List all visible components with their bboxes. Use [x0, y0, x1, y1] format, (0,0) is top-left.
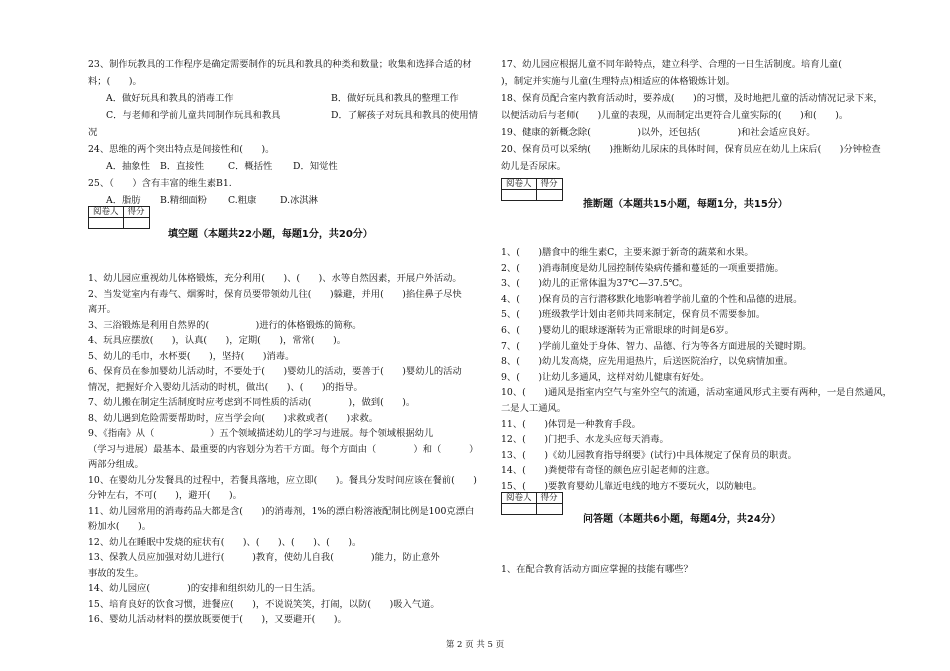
text-line: 9、《指南》从（ ）五个领域描述幼儿的学习与进展。每个领域根据幼儿: [88, 428, 434, 439]
text-line: 6、( )婴幼儿的眼球逐渐转为正常眼球的时间是6岁。: [501, 325, 734, 336]
text-line: 12、( )门把手、水龙头应每天消毒。: [501, 434, 669, 446]
score-box-label-score: 得分: [536, 493, 562, 504]
option-23c: C．与老师和学前儿童共同制作玩具和教具: [106, 110, 281, 121]
option-25a: A．脂肪: [106, 195, 141, 206]
score-box-label-reviewer: 阅卷人: [502, 179, 537, 190]
score-box-label-score: 得分: [536, 179, 562, 190]
text-line: 9、( )让幼儿多通风，这样对幼儿健康有好处。: [501, 371, 710, 383]
question-23: 23、制作玩教具的工作程序是确定需要制作的玩具和教具的种类和数量；收集和选择合适的材: [88, 59, 472, 70]
question-25: 25、（ ）含有丰富的维生素B1.: [88, 178, 232, 189]
text-line: 17、幼儿园应根据儿童不同年龄特点，建立科学、合理的一日生活制度。培育儿童(: [501, 59, 861, 70]
score-box-cell: [502, 504, 537, 515]
score-box-cell: [123, 218, 149, 229]
section-heading-judge: 推断题（本题共15小题，每题1分，共15分）: [583, 199, 788, 210]
score-box-qa: [501, 492, 563, 515]
score-box-cell: [89, 218, 124, 229]
page-footer: 第 2 页 共 5 页: [445, 640, 505, 650]
option-23a: A．做好玩具和教具的消毒工作: [106, 93, 234, 104]
text-line: 1、( )膳食中的维生素C，主要来源于新奇的蔬菜和水果。: [501, 247, 754, 258]
section-heading-fill: 填空题（本题共22小题，每题1分，共20分）: [168, 229, 373, 240]
text-line: （学习与进展）最基本、最重要的内容划分为若干方面。每个方面由（ ）和（ ）: [88, 443, 479, 455]
question-23-cont: 料；( )。: [88, 76, 142, 87]
text-line: 15、( )要教育婴幼儿靠近电线的地方不要玩火，以防触电。: [501, 481, 762, 492]
text-line: 14、幼儿园应( )的安排和组织幼儿的一日生活。: [88, 583, 321, 594]
option-23d: D．了解孩子对玩具和教具的使用情: [331, 110, 478, 121]
text-line: 20、保育员可以采纳( )推断幼儿尿床的具体时间，保育员应在幼儿上床后( )分钟检查: [501, 144, 881, 155]
text-line: 二是人工通风。: [501, 403, 567, 414]
score-box-label-score: 得分: [123, 207, 149, 218]
text-line: 13、保教人员应加强对幼儿进行( )教育，使幼儿自我( )能力，防止意外: [88, 552, 440, 563]
text-line: 15、培育良好的饮食习惯，进餐应( )，不说说笑笑，打闹，以防( )吸入气道。: [88, 598, 440, 610]
text-line: 以便活动后与老师( )儿童的表现，从而制定出更符合儿童实际的( )和( )。: [501, 110, 849, 121]
score-box-judge: [501, 178, 563, 201]
score-box-label-reviewer: 阅卷人: [502, 493, 537, 504]
text-line: 19、健康的新概念除( )以外，还包括( )和社会适应良好。: [501, 127, 816, 138]
text-line: 5、( )班级教学计划由老师共同来制定，保育员不需要参加。: [501, 309, 766, 321]
option-24a: A．抽象性: [106, 161, 150, 172]
score-box-label-reviewer: 阅卷人: [89, 207, 124, 218]
text-line: )，制定并实施与儿童(生理特点)相适应的体格锻炼计划。: [501, 76, 736, 87]
text-line: 3、( )幼儿的正常体温为37℃—37.5℃。: [501, 278, 689, 290]
score-box-cell: [502, 190, 537, 201]
option-23d-cont: 况: [88, 127, 98, 138]
text-line: 10、( )通风是指室内空气与室外空气的流通，活动室通风形式主要有两种，一是自然通风，: [501, 387, 892, 399]
option-23b: B．做好玩具和教具的整理工作: [331, 93, 459, 104]
text-line: 12、幼儿在睡眠中发烧的症状有( )、( )、( )、( )。: [88, 536, 362, 548]
text-line: 16、婴幼儿活动材料的摆放既要便于( )，又要避开( )。: [88, 614, 347, 625]
text-line: 幼儿是否尿床。: [501, 161, 567, 172]
text-line: 分钟左右，不可( )，避开( )。: [88, 490, 242, 501]
text-line: 7、幼儿搬在制定生活制度时应考虑到不同性质的活动( )，做到( )。: [88, 397, 416, 408]
text-line: 4、玩具应摆放( )，认真( )，定期( )，常常( )。: [88, 335, 347, 346]
option-24c: C．概括性: [228, 161, 273, 172]
score-box-cell: [536, 504, 562, 515]
text-line: 2、当发觉室内有毒气、烟雾时，保育员要带领幼儿往( )躲避，并用( )掐住鼻子尽快: [88, 288, 462, 300]
text-line: 3、三浴锻炼是利用自然界的( )进行的体格锻炼的简称。: [88, 319, 362, 331]
option-24b: B．直接性: [160, 161, 205, 172]
text-line: 8、幼儿遇到危险需要帮助时，应当学会向( )求救或者( )求救。: [88, 412, 379, 424]
text-line: 两部分组成。: [88, 459, 144, 470]
text-line: 8、( )幼儿发高烧，应先用退热片，后送医院治疗，以免病情加重。: [501, 356, 794, 368]
score-box-cell: [536, 190, 562, 201]
text-line: 7、( )学前儿童处于身体、智力、品德、行为等各方面进展的关键时期。: [501, 340, 812, 352]
text-line: 情况，把握好介入婴幼儿活动的时机，做出( )、( )的指导。: [88, 381, 363, 393]
section-heading-qa: 问答题（本题共6小题，每题4分，共24分）: [583, 514, 781, 525]
text-line: 1、在配合教育活动方面应掌握的技能有哪些？: [501, 564, 693, 575]
text-line: 5、幼儿的毛巾，水杯要( )，坚持( )消毒。: [88, 350, 295, 362]
text-line: 13、( )《幼儿园教育指导纲要》(试行)中具体规定了保育员的职责。: [501, 449, 797, 461]
text-line: 11、( )体罚是一种教育手段。: [501, 418, 641, 430]
text-line: 离开。: [88, 304, 116, 315]
text-line: 18、保育员配合室内教育活动时，要养成( )的习惯，及时地把儿童的活动情况记录下来，: [501, 93, 883, 104]
text-line: 2、( )消毒制度是幼儿园控制传染病传播和蔓延的一项重要措施。: [501, 262, 784, 274]
text-line: 10、在婴幼儿分发餐具的过程中，若餐具落地，应立即( )。餐具分发时间应该在餐前( ): [88, 474, 477, 486]
text-line: 1、幼儿园应重视幼儿体格锻炼，充分利用( )、( )、水等自然因素，开展户外活动。: [88, 273, 462, 284]
option-25b: B.精细面粉: [160, 195, 207, 206]
text-line: 4、( )保育员的言行潜移默化地影响着学前儿童的个性和品德的进展。: [501, 293, 803, 305]
score-box-fill: [88, 206, 150, 229]
question-24: 24、思维的两个突出特点是间接性和( )。: [88, 144, 275, 155]
text-line: 11、幼儿园常用的消毒药品大都是含( )的消毒剂，1%的漂白粉溶液配制比例是100克漂白: [88, 505, 475, 517]
option-25c: C.粗康: [228, 195, 257, 206]
text-line: 14、( )粪便带有奇怪的颜色应引起老师的注意。: [501, 465, 716, 477]
option-24d: D．知觉性: [293, 161, 338, 172]
text-line: 事故的发生。: [88, 567, 144, 579]
text-line: 6、保育员在参加婴幼儿活动时，不要处于( )婴幼儿的活动，要善于( )婴幼儿的活动: [88, 366, 462, 377]
option-25d: D.冰淇淋: [280, 195, 318, 206]
text-line: 粉加水( )。: [88, 521, 152, 532]
